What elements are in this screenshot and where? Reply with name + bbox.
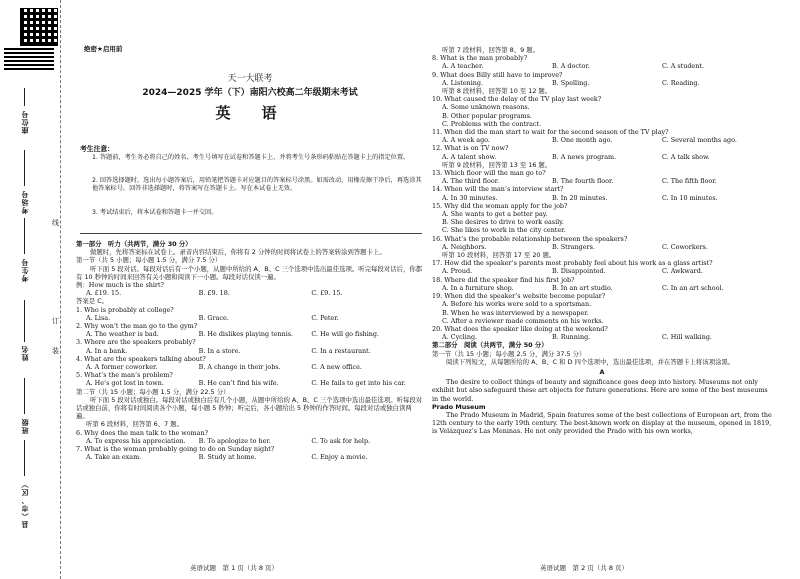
option-c: C. Coworkers. [662, 242, 708, 251]
binding-strip [0, 0, 61, 579]
option-row [76, 379, 424, 387]
question: 13. Which floor will the man go to? [432, 169, 546, 178]
confidential-label: 绝密★启用前 [84, 45, 123, 53]
option-c: C. He will go fishing. [311, 330, 379, 339]
option-c: C. After a reviewer made comments on his works. [442, 316, 604, 325]
question: 17. How did the speaker’s parents most probably feel about his work as a glass artist? [432, 259, 713, 268]
option-b: B. She desires to drive to work easily. [442, 218, 564, 227]
candidate-number-line [24, 218, 25, 254]
class-label: 班级 [21, 418, 29, 434]
option-a: A. Take an exam. [86, 453, 142, 462]
option-b: B. In an art studio. [552, 283, 613, 292]
option-a: A. In a furniture shop. [442, 283, 514, 292]
option-c: C. A student. [662, 62, 704, 71]
class-line [24, 378, 25, 414]
exam-room-line [24, 150, 25, 186]
listen-10-instruction: 听第 10 段材料，回答第 17 至 20 题。 [442, 251, 556, 260]
listen-6-instruction: 听第 6 段材料，回答第 6、7 题。 [86, 420, 184, 429]
candidate-number-label: 考生号 [21, 258, 29, 282]
example-answer: 答案是 C。 [76, 297, 109, 306]
option-row [76, 330, 424, 338]
passage-subheading: Prado Museum [432, 402, 486, 411]
question: 20. What does the speaker like doing at the weekend? [432, 324, 608, 333]
option-a: A. The third floor. [442, 177, 500, 186]
option-c: C. Awkward. [662, 267, 703, 276]
example-option-c: C. £9. 15. [311, 289, 343, 298]
question: 14. When will the man’s interview start? [432, 185, 564, 194]
questions-13-16 [432, 169, 772, 251]
barcode-icon [4, 48, 54, 70]
listen-8-instruction: 听第 8 段材料，回答第 10 至 12 题。 [442, 87, 552, 96]
option-b: B. Disappointed. [552, 267, 606, 276]
part2-intro: 阅读下列短文，从每题所给的 A、B、C 和 D 四个选项中，选出最佳选项，并在答题卡上将该项涂黑。 [446, 357, 735, 366]
option-a: A. A talent show. [442, 152, 497, 161]
part2-heading: 第二部分 阅读（共两节，满分 50 分） [432, 341, 548, 350]
option-a: A. Proud. [442, 267, 473, 276]
option-row [432, 267, 772, 275]
option-b: B. The fourth floor. [552, 177, 614, 186]
option-row [76, 347, 424, 355]
option-row [76, 437, 424, 445]
option-row [432, 79, 772, 87]
question: 8. What is the man probably? [432, 54, 528, 63]
option-c: C. Enjoy a movie. [311, 453, 368, 462]
seat-number-label: 座位号 [21, 110, 29, 134]
question: 19. When did the speaker’s website become popular? [432, 292, 606, 301]
question: 1. Who is probably at college? [76, 305, 174, 314]
option-row [432, 136, 772, 144]
option-a: A. He’s got lost in town. [86, 379, 164, 388]
option-a: A. Neighbors. [442, 242, 487, 251]
question: 15. Why did the woman apply for the job? [432, 201, 568, 210]
option-row [76, 314, 424, 322]
question: 4. What are the speakers talking about? [76, 354, 206, 363]
option-a: A. A week ago. [442, 136, 490, 145]
county-line [24, 440, 25, 476]
option-c: C. The fifth floor. [662, 177, 717, 186]
option-b: B. He can’t find his wife. [198, 379, 279, 388]
footer-right: 英语试题 第 2 页（共 8 页） [540, 564, 629, 572]
option-row [432, 153, 772, 161]
option-c: C. In an art school. [662, 283, 724, 292]
exam-room-label: 考场号 [21, 190, 29, 214]
option-a: A. She wants to get a better pay. [442, 210, 548, 219]
option-row [76, 453, 424, 461]
option-c: C. In 10 minutes. [662, 193, 718, 202]
option-b: B. Strangers. [552, 242, 595, 251]
option-c: C. Hill walking. [662, 333, 712, 342]
question: 16. What’s the probable relationship between the speakers? [432, 234, 628, 243]
notice-heading: 考生注意： [80, 145, 114, 153]
option-b: B. Other popular programs. [442, 111, 532, 120]
option-a: A. Lisa. [86, 313, 111, 322]
notice-item-2: 2. 回答选择题时，选出每小题答案后，用铅笔把答题卡对应题目的答案标号涂黑。如需改动，用橡皮擦干净后，再选涂其他答案标号。回答非选择题时，将答案写在答题卡上。写在本试卷上无效。 [92, 177, 422, 193]
option-a: A. Cycling. [442, 333, 478, 342]
question: 3. Where are the speakers probably? [76, 338, 196, 347]
listen-7-instruction: 听第 7 段材料，回答第 8、9 题。 [442, 46, 540, 54]
questions-8-9 [432, 54, 772, 87]
option-a: A. A teacher. [442, 62, 484, 71]
part1-intro: 做题时，先将答案标在试卷上。录音内容结束后，你将有 2 分钟的时间将试卷上的答案转涂到答题卡上。 [90, 248, 386, 257]
questions-1-5 [76, 306, 424, 388]
question: 2. Why won’t the man go to the gym? [76, 322, 198, 331]
option-a: A. A former coworker. [86, 363, 158, 372]
sec1-intro: 听下面 5 段对话。每段对话后有一个小题，从题中所给的 A、B、C 三个选项中选出最佳选项。听完每段对话后，你都有 10 秒钟的时间来回答有关小题和阅读下一小题。每段对话仅读一遍。 [76, 264, 423, 281]
question: 5. What’s the man’s problem? [76, 371, 173, 380]
left-column [76, 240, 424, 461]
listen-9-instruction: 听第 9 段材料，回答第 13 至 16 题。 [442, 160, 552, 169]
staple-mark: 装 [52, 347, 59, 355]
notice-item-1: 1. 答题前，考生务必将自己的姓名、考生号填写在试卷和答题卡上，并将考生号条形码粘贴在答题卡上的指定位置。 [92, 154, 410, 161]
option-b: B. In 20 minutes. [552, 193, 608, 202]
exam-org: 天一大联考 [227, 74, 273, 84]
option-a: A. Some unknown reasons. [442, 103, 530, 112]
questions-10-12 [432, 95, 772, 161]
questions-6-7 [76, 429, 424, 462]
option-b: B. To apologize to her. [198, 436, 271, 445]
option-b: B. Study at home. [198, 453, 257, 462]
option-b: B. A news program. [552, 152, 617, 161]
passage-letter: A [599, 367, 605, 376]
divider [80, 233, 422, 234]
name-line [24, 300, 25, 342]
option-a: A. Before his works were sold to a sportsman. [442, 300, 592, 309]
option-c: C. Peter. [311, 313, 339, 322]
sec2-heading: 第二节（共 15 小题；每小题 1.5 分，满分 22.5 分） [76, 387, 230, 396]
passage-paragraph-2: The Prado Museum in Madrid, Spain features some of the best collections of European art, from the 12th century to the early 19th century. The best-known work on display at the museum, opened in 1819, is Velázquez’s Las Meninas. He not only provided the Prado with his own works, [432, 410, 772, 436]
question: 9. What does Billy still have to improve? [432, 70, 563, 79]
option-b: B. A doctor. [552, 62, 590, 71]
subject-title: 英 语 [215, 104, 285, 122]
option-b: B. He dislikes playing tennis. [198, 330, 294, 339]
option-c: C. She likes to work in the city center. [442, 226, 566, 235]
sec2-intro: 听下面 5 段对话或独白。每段对话或独白后有几个小题，从题中所给的 A、B、C 三个选项中选出最佳选项。听每段对话或独白前，你将有时间阅读各个小题，每小题 5 秒钟；听完后，各小题给出 5 秒钟的作答时间。每段对话或独白读两遍。 [76, 395, 423, 421]
footer-left: 英语试题 第 1 页（共 8 页） [190, 564, 279, 572]
option-c: C. A new office. [311, 363, 362, 372]
passage-paragraph-1: The desire to collect things of beauty and significance goes deep into history. Museums not only exhibit but also safeguard these art objects for future generations. Here are some of the best museums in the world. [432, 378, 768, 403]
qr-code-icon [20, 8, 58, 46]
option-row [432, 62, 772, 70]
question: 18. Where did the speaker find his first job? [432, 275, 575, 284]
exam-title: 2024—2025 学年（下）南阳六校高二年级期末考试 [142, 88, 358, 98]
bind-mark: 订 [52, 317, 59, 325]
option-c: C. In a restaurant. [311, 346, 371, 355]
line-mark: 线 [52, 219, 59, 227]
question: 11. When did the man start to wait for the second season of the TV play? [432, 128, 669, 137]
option-a: A. Listening. [442, 78, 483, 87]
option-row [432, 243, 772, 251]
option-b: B. When he was interviewed by a newspaper. [442, 308, 589, 317]
option-b: B. One month ago. [552, 136, 613, 145]
option-row [432, 284, 772, 292]
option-a: A. The weather is bad. [86, 330, 159, 339]
option-b: B. Spelling. [552, 78, 590, 87]
question: 6. Why does the man talk to the woman? [76, 428, 209, 437]
seat-number-line [24, 88, 25, 106]
option-c: C. Several months ago. [662, 136, 737, 145]
example-option-a: A. £19. 15. [86, 289, 122, 298]
example-options [76, 289, 424, 297]
question: 7. What is the woman probably going to do on Sunday night? [76, 445, 275, 454]
option-row [432, 177, 772, 185]
option-b: B. Grace. [198, 313, 229, 322]
option-a: A. To express his appreciation. [86, 436, 186, 445]
option-b: B. Running. [552, 333, 591, 342]
right-column [432, 46, 772, 436]
example-question: 例：How much is the shirt? [76, 281, 164, 290]
option-c: C. Reading. [662, 78, 700, 87]
county-label: 县（市、区） [21, 480, 29, 528]
part2-sec1-heading: 第一节（共 15 小题；每小题 2.5 分，满分 37.5 分） [432, 349, 586, 358]
option-a: A. In a bank. [86, 346, 128, 355]
option-c: C. To ask for help. [311, 436, 371, 445]
option-b: B. A change in their jobs. [198, 363, 281, 372]
option-row [76, 363, 424, 371]
option-a: A. In 30 minutes. [442, 193, 498, 202]
sec1-heading: 第一节（共 5 小题；每小题 1.5 分，满分 7.5 分） [76, 256, 222, 265]
option-c: C. Problems with the contract. [442, 119, 542, 128]
question: 12. What is on TV now? [432, 144, 509, 153]
part1-heading: 第一部分 听力（共两节，满分 30 分） [76, 240, 192, 248]
example-option-b: B. £9. 18. [198, 289, 230, 298]
question: 10. What caused the delay of the TV play last week? [432, 95, 602, 104]
option-c: C. He fails to get into his car. [311, 379, 406, 388]
notice-item-3: 3. 考试结束后，将本试卷和答题卡一并交回。 [92, 209, 218, 216]
option-row [432, 194, 772, 202]
option-c: C. A talk show. [662, 152, 710, 161]
name-label: 姓名 [21, 345, 29, 361]
questions-17-20 [432, 259, 772, 341]
option-b: B. In a store. [198, 346, 241, 355]
